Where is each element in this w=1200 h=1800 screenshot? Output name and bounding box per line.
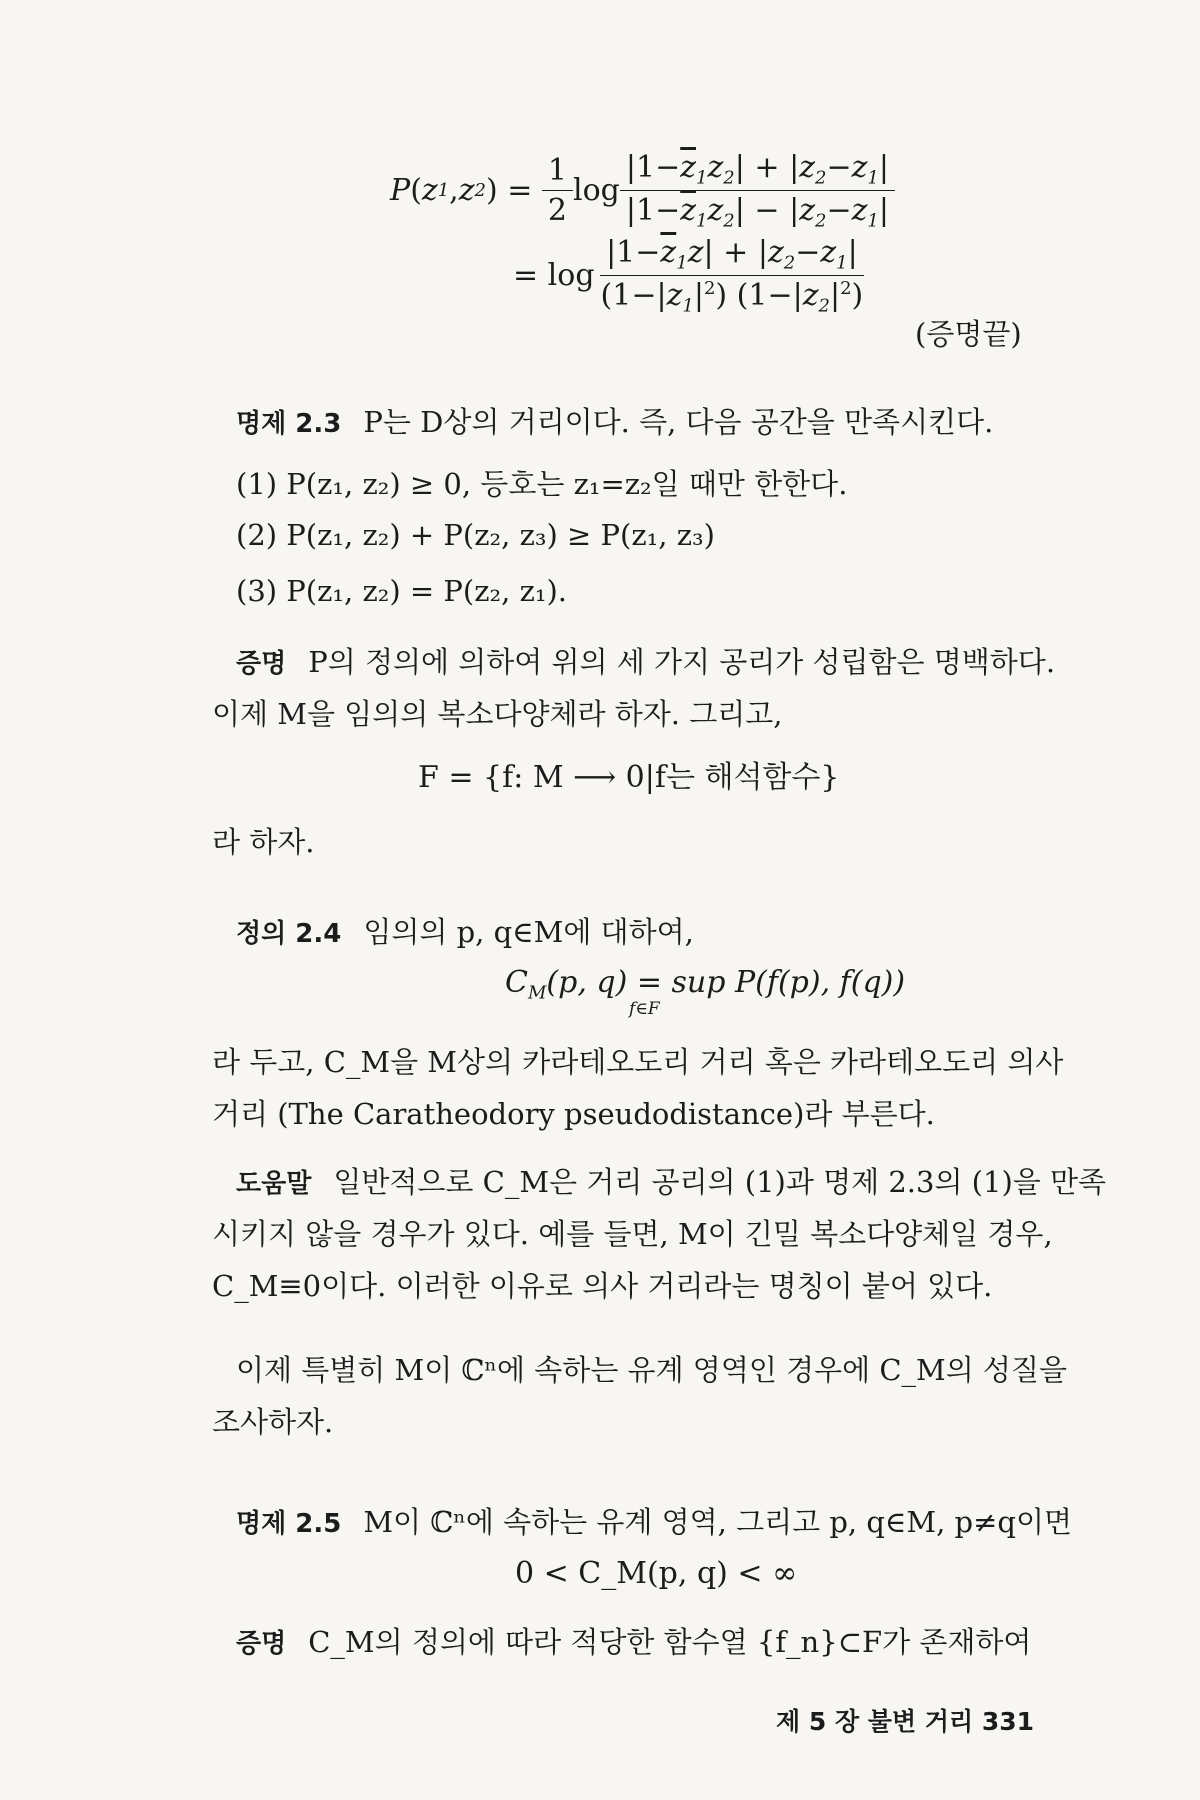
prop-2-3-item-1: (1) P(z₁, z₂) ≥ 0, 등호는 z₁=z₂일 때만 한한다. xyxy=(236,467,848,501)
def-2-4 xyxy=(236,910,694,951)
def-2-4-text: 임의의 p, q∈M에 대하여, xyxy=(363,915,694,949)
def-2-4-label: 정의 2.4 xyxy=(236,919,342,949)
prop-2-5-label: 명제 2.5 xyxy=(236,1509,342,1539)
para-line-2: 조사하자. xyxy=(212,1405,334,1439)
prop-2-5-formula: 0 < C_M(p, q) < ∞ xyxy=(515,1556,798,1591)
prop-2-3 xyxy=(236,400,993,441)
proof-2-label: 증명 xyxy=(236,1629,287,1659)
proof-1-after: 라 하자. xyxy=(212,825,315,859)
equation-line-2: = log $\frac{|1-\overline{z}_1z| + |z_2-z_1|}{(1-|z_1|^2) (1-|z_2|^2)}$ xyxy=(513,235,864,317)
para-line-1: 이제 특별히 M이 ℂⁿ에 속하는 유계 영역인 경우에 C_M의 성질을 xyxy=(236,1353,1067,1387)
sup-subscript: f∈F xyxy=(629,999,660,1020)
proof-1-text: P의 정의에 의하여 위의 세 가지 공리가 성립함은 명백하다. xyxy=(308,645,1056,679)
remark-label: 도움말 xyxy=(236,1169,312,1199)
formula-F: F = {f: M ⟶ 0|f는 해석함수} xyxy=(418,760,840,795)
prop-2-5 xyxy=(236,1500,1072,1541)
prop-2-5-text: M이 ℂⁿ에 속하는 유계 영역, 그리고 p, q∈M, p≠q이면 xyxy=(363,1505,1072,1539)
proof-2-text: C_M의 정의에 따라 적당한 함수열 {f_n}⊂F가 존재하여 xyxy=(308,1625,1032,1659)
remark-line-1 xyxy=(236,1160,1106,1201)
page-footer: 제 5 장 불변 거리 331 xyxy=(776,1707,1034,1736)
remark-text: 일반적으로 C_M은 거리 공리의 (1)과 명제 2.3의 (1)을 만족 xyxy=(333,1165,1107,1199)
equation-line-1: P ( z 1 , z 2 ) = $\frac{1}{2}$ log $\frac{|1-\overline{z}_1z_2| + |z_2-z_1|}{|1-\overline{z}_1z_2| - |z_2-z_1|}$ xyxy=(390,150,895,232)
def-2-4-after-1: 라 두고, C_M을 M상의 카라테오도리 거리 혹은 카라테오도리 의사 xyxy=(212,1045,1064,1079)
prop-2-3-text: P는 D상의 거리이다. 즉, 다음 공간을 만족시킨다. xyxy=(363,405,994,439)
proof-1-line-2: 이제 M을 임의의 복소다양체라 하자. 그리고, xyxy=(212,697,783,731)
formula-cm: $C_M(p$, q) = sup P(f(p), f(q)) f∈F xyxy=(505,965,906,1020)
remark-line-2: 시키지 않을 경우가 있다. 예를 들면, M이 긴밀 복소다양체일 경우, xyxy=(212,1217,1053,1251)
def-2-4-after-2: 거리 (The Caratheodory pseudodistance)라 부른다. xyxy=(212,1097,935,1131)
prop-2-3-item-3: (3) P(z₁, z₂) = P(z₂, z₁). xyxy=(236,574,568,608)
prop-2-3-label: 명제 2.3 xyxy=(236,409,342,439)
prop-2-3-item-2: (2) P(z₁, z₂) + P(z₂, z₃) ≥ P(z₁, z₃) xyxy=(236,518,715,552)
proof-1-label: 증명 xyxy=(236,649,287,679)
remark-line-3: C_M≡0이다. 이러한 이유로 의사 거리라는 명칭이 붙어 있다. xyxy=(212,1269,993,1303)
proof-2 xyxy=(236,1620,1031,1661)
proof-1-line-1 xyxy=(236,640,1055,681)
qed-marker: (증명끝) xyxy=(915,317,1022,351)
